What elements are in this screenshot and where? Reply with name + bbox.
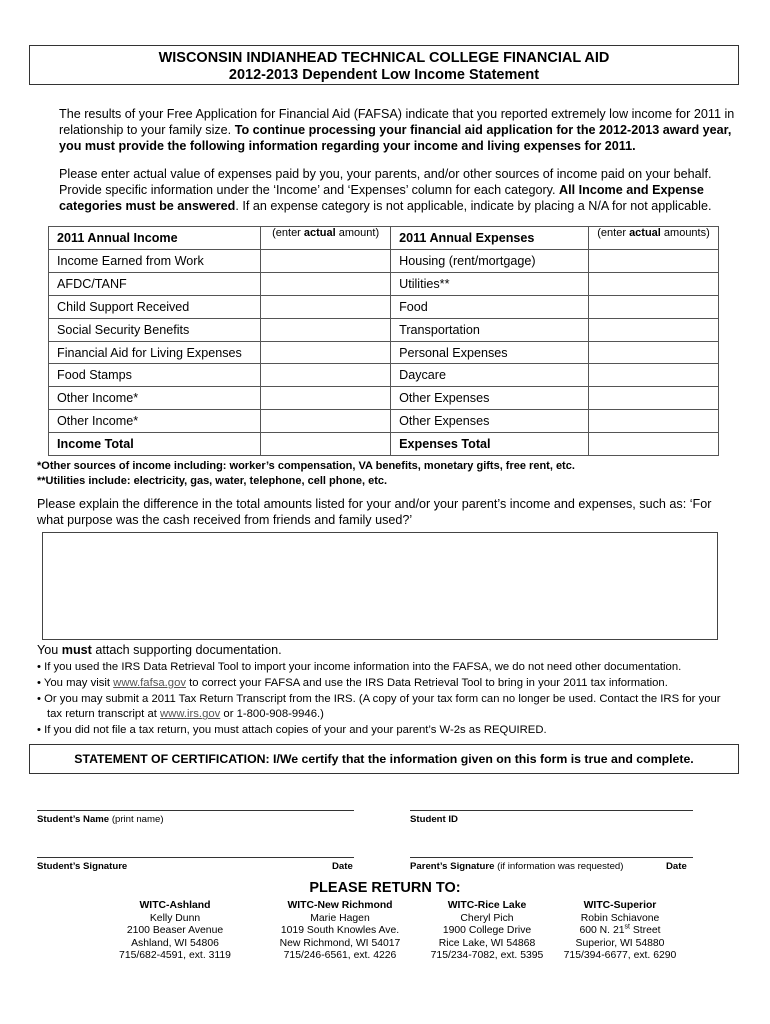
list-item: • If you used the IRS Data Retrieval Tool to import your income information into the FAFSA, we do not need other documentation.: [37, 661, 682, 673]
table-row: [49, 250, 719, 273]
expense-label: Transportation: [391, 318, 589, 341]
expense-label: Other Expenses: [391, 410, 589, 433]
income-label: AFDC/TANF: [49, 272, 261, 295]
income-amount-field[interactable]: [261, 341, 391, 364]
office-new-richmond: WITC-New Richmond Marie Hagen 1019 South Knowles Ave. New Richmond, WI 54017 715/246-6561, ext. 4226: [279, 900, 401, 962]
expense-amount-header: (enter actual amounts): [589, 227, 719, 250]
list-item: • If you did not file a tax return, you must attach copies of your and your parent’s W-2s as REQUIRED.: [37, 724, 547, 737]
certification-statement: STATEMENT OF CERTIFICATION: I/We certify that the information given on this form is true and complete.: [29, 744, 739, 774]
form-title: WISCONSIN INDIANHEAD TECHNICAL COLLEGE FINANCIAL AID: [158, 50, 610, 66]
utilities-footnote: **Utilities include: electricity, gas, water, telephone, cell phone, etc.: [37, 475, 388, 487]
list-item: tax return transcript at www.irs.gov or 1-800-908-9946.): [47, 708, 324, 721]
explanation-textarea[interactable]: [42, 532, 718, 640]
expense-amount-field[interactable]: [589, 410, 719, 433]
student-signature-label: Student’s Signature: [37, 861, 128, 872]
form-subtitle: 2012-2013 Dependent Low Income Statement: [228, 67, 540, 83]
income-amount-field[interactable]: [261, 387, 391, 410]
documentation-heading: You must attach supporting documentation.: [37, 643, 282, 657]
student-name-line[interactable]: [37, 810, 354, 811]
expense-amount-field[interactable]: [589, 387, 719, 410]
expense-amount-field[interactable]: [589, 364, 719, 387]
income-amount-field[interactable]: [261, 295, 391, 318]
income-amount-field[interactable]: [261, 364, 391, 387]
table-total-row: [49, 433, 719, 456]
expense-label: Housing (rent/mortgage): [391, 250, 589, 273]
table-header-row: [49, 227, 719, 250]
expense-label: Utilities**: [391, 272, 589, 295]
income-label: Food Stamps: [49, 364, 261, 387]
parent-date-label: Date: [666, 861, 687, 872]
expense-amount-field[interactable]: [589, 318, 719, 341]
income-footnote: *Other sources of income including: worker’s compensation, VA benefits, monetary gifts, free rent, etc.: [37, 460, 575, 472]
office-superior: WITC-Superior Robin Schiavone 600 N. 21st Street Superior, WI 54880 715/394-6677, ext. 6290: [563, 900, 677, 962]
expense-amount-field[interactable]: [589, 272, 719, 295]
income-label: Financial Aid for Living Expenses: [49, 341, 261, 364]
income-amount-field[interactable]: [261, 318, 391, 341]
income-label: Child Support Received: [49, 295, 261, 318]
office-rice-lake: WITC-Rice Lake Cheryl Pich 1900 College Drive Rice Lake, WI 54868 715/234-7082, ext. 5395: [430, 900, 544, 962]
expense-label: Personal Expenses: [391, 341, 589, 364]
student-signature-line[interactable]: [37, 857, 354, 858]
expense-amount-field[interactable]: [589, 250, 719, 273]
expense-column-header: 2011 Annual Expenses: [391, 227, 589, 250]
table-row: [49, 387, 719, 410]
expense-total-label: Expenses Total: [391, 433, 589, 456]
table-row: [49, 410, 719, 433]
income-label: Other Income*: [49, 387, 261, 410]
fafsa-link[interactable]: www.fafsa.gov: [113, 676, 187, 689]
intro-paragraph-2: Please enter actual value of expenses paid by you, your parents, and/or other sources of income paid on your behalf. Provide specific information under the ‘Income’ and ‘Expenses’ column for each category. All Income and Expense categories must be answered. If an expense category is not applicable, indicate by placing a N/A for not applicable.: [59, 167, 712, 213]
income-amount-field[interactable]: [261, 410, 391, 433]
student-id-line[interactable]: [410, 810, 693, 811]
explain-prompt: Please explain the difference in the total amounts listed for your and/or your parent’s income and expenses, such as: ‘For what purpose was the cash received from friends and family used?’: [37, 497, 712, 527]
office-ashland: WITC-Ashland Kelly Dunn 2100 Beaser Avenue Ashland, WI 54806 715/682-4591, ext. 3119: [119, 900, 231, 962]
income-column-header: 2011 Annual Income: [49, 227, 261, 250]
form-header: [29, 45, 739, 85]
parent-signature-line[interactable]: [410, 857, 693, 858]
irs-link[interactable]: www.irs.gov: [160, 708, 221, 721]
expense-amount-field[interactable]: [589, 295, 719, 318]
return-title: PLEASE RETURN TO:: [309, 880, 461, 896]
table-row: [49, 318, 719, 341]
student-name-label: Student’s Name (print name): [37, 814, 164, 825]
documentation-list: [37, 660, 747, 739]
table-row: [49, 295, 719, 318]
table-row: [49, 272, 719, 295]
expense-total-field[interactable]: [589, 433, 719, 456]
table-row: [49, 341, 719, 364]
list-item: • You may visit www.fafsa.gov to correct your FAFSA and use the IRS Data Retrieval Tool to bring in your 2011 tax information.: [37, 676, 668, 689]
student-id-label: Student ID: [410, 814, 458, 825]
income-expense-table: [48, 226, 719, 456]
list-item: • Or you may submit a 2011 Tax Return Transcript from the IRS. (A copy of your tax form can no longer be used. Contact the IRS for your: [37, 692, 721, 705]
table-row: [49, 364, 719, 387]
expense-label: Food: [391, 295, 589, 318]
income-amount-field[interactable]: [261, 272, 391, 295]
income-amount-header: (enter actual amount): [261, 227, 391, 250]
student-date-label: Date: [332, 861, 353, 872]
income-amount-field[interactable]: [261, 250, 391, 273]
income-label: Income Earned from Work: [49, 250, 261, 273]
expense-label: Other Expenses: [391, 387, 589, 410]
income-total-field[interactable]: [261, 433, 391, 456]
expense-label: Daycare: [391, 364, 589, 387]
income-label: Social Security Benefits: [49, 318, 261, 341]
income-label: Other Income*: [49, 410, 261, 433]
income-total-label: Income Total: [49, 433, 261, 456]
intro-paragraph-1: The results of your Free Application for Financial Aid (FAFSA) indicate that you reported extremely low income for 2011 in relationship to your family size. To continue processing your financial aid application for the 2012-2013 award year, you must provide the following information regarding your income and living expenses for 2011.: [59, 107, 735, 153]
expense-amount-field[interactable]: [589, 341, 719, 364]
parent-signature-label: Parent’s Signature (if information was requested): [410, 861, 624, 872]
